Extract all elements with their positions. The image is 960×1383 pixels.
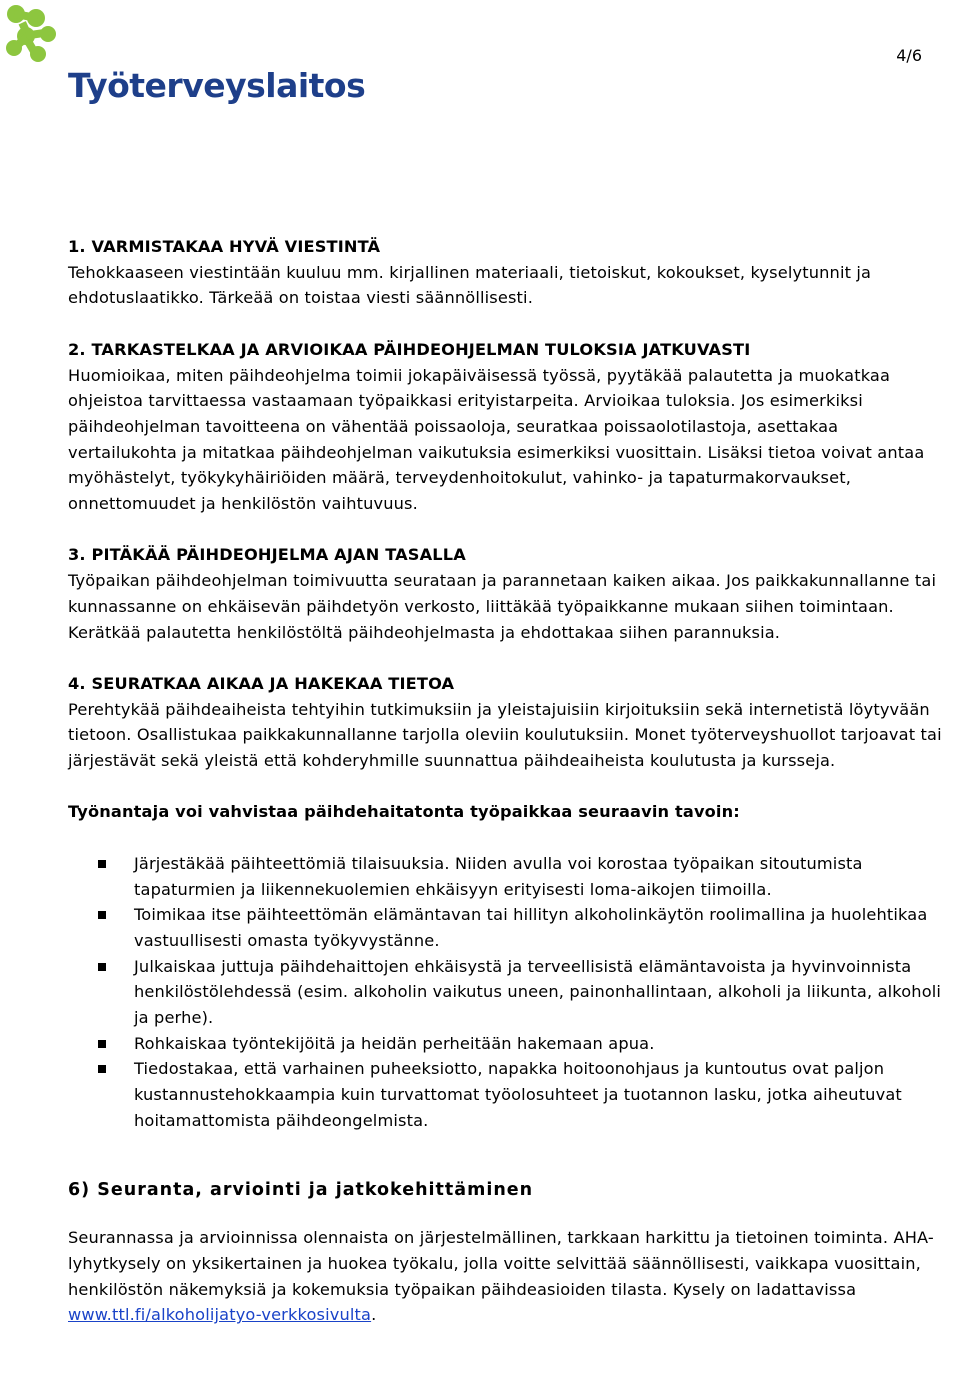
list-item	[68, 954, 948, 1031]
bullet-icon	[98, 1040, 106, 1048]
bullet-icon	[98, 911, 106, 919]
list-item	[68, 1031, 948, 1057]
logo-text: Työterveyslaitos	[68, 66, 366, 105]
section-4	[68, 671, 948, 774]
section-text: Työpaikan päihdeohjelman toimivuutta seurataan ja parannetaan kaiken aikaa. Jos paikkakunnallanne tai kunnassanne on ehkäisevän päihdetyön verkosto, liittäkää työpaikkanne mukaan siihen toimintaan. Kerätkää palautetta henkilöstöltä päihdeohjelmasta ja ehdottakaa siihen parannuksia.	[68, 571, 937, 642]
section-heading: 3. PITÄKÄÄ PÄIHDEOHJELMA AJAN TASALLA	[68, 545, 466, 565]
employer-list	[68, 851, 948, 1134]
logo	[6, 4, 366, 114]
bullet-icon	[98, 860, 106, 868]
list-item	[68, 1056, 948, 1133]
link-prefix: Kysely on ladattavissa	[672, 1279, 857, 1299]
list-item-text: Järjestäkää päihteettömiä tilaisuuksia. Niiden avulla voi korostaa työpaikan sitoutumista tapaturmien ja liikennekuolemien ehkäisyyn erityisesti loma-aikojen tiimoilla.	[134, 853, 863, 899]
section-text	[68, 1225, 948, 1328]
section-1	[68, 234, 948, 311]
section-heading: 1. VARMISTAKAA HYVÄ VIESTINTÄ	[68, 237, 381, 256]
list-item	[68, 851, 948, 902]
section-2	[68, 337, 948, 517]
list-item	[68, 902, 948, 953]
section-heading: 6) Seuranta, arviointi ja jatkokehittäminen	[68, 1179, 534, 1200]
link-suffix: .	[371, 1305, 377, 1325]
section-3	[68, 542, 948, 645]
section-text: Tehokkaaseen viestintään kuuluu mm. kirjallinen materiaali, tietoiskut, kokoukset, kyselytunnit ja ehdotuslaatikko. Tärkeää on toistaa viesti säännöllisesti.	[68, 262, 872, 308]
section-text: Perehtykää päihdeaiheista tehtyihin tutkimuksiin ja yleistajuisiin kirjoituksiin sekä internetistä löytyvään tietoon. Osallistukaa paikkakunnallanne tarjolla oleviin koulutuksiin. Monet työterveyshuollot tarjoavat tai järjestävät sekä yleistä että kohderyhmille suunnattua päihdeaiheista koulutusta ja kursseja.	[68, 699, 942, 771]
list-item-text: Julkaiskaa juttuja päihdehaittojen ehkäisystä ja terveellisistä elämäntavoista ja hyvinvoinnista henkilöstölehdessä (esim. alkoholin vaikutus uneen, painonhallintaan, alkoholi ja liikunta, alkoholi ja perhe).	[134, 956, 942, 1028]
bullet-icon	[98, 963, 106, 971]
section-6	[68, 1178, 948, 1329]
page-number: 4/6	[896, 46, 922, 65]
employer-section	[68, 799, 948, 1133]
list-item-text: Toimikaa itse päihteettömän elämäntavan tai hillityn alkoholinkäytön roolimallina ja huolehtikaa vastuullisesti omasta työkyvystänne.	[134, 905, 928, 950]
section-text-body: Seurannassa ja arvioinnissa olennaista on järjestelmällinen, tarkkaan harkittu ja tietoinen toiminta. AHA-lyhytkysely on yksikertainen ja huokea työkalu, jolla voitte selvittää säännöllisesti, vaikkapa vuosittain, henkilöstön näkemyksiä ja kokemuksia työpaikan päihdeasioiden tilasta.	[68, 1228, 934, 1299]
section-heading: 4. SEURATKAA AIKAA JA HAKEKAA TIETOA	[68, 673, 455, 693]
section-text: Huomioikaa, miten päihdeohjelma toimii jokapäiväisessä työssä, pyytäkää palautetta ja muokatkaa ohjeistoa tarvittaessa vastaamaan työpaikkasi erityistarpeita. Arvioikaa tuloksia. Jos esimerkiksi päihdeohjelman tavoitteena on vähentää poissaoloja, seuratkaa poissaolotilastoja, asettakaa vertailukohta ja mitatkaa päihdeohjelman vaikutuksia esimerkiksi vuosittain. Lisäksi tietoa voivat antaa myöhästelyt, työkykyhäiriöiden määrä, terveydenhoitokulut, vahinko- ja tapaturmakorvaukset, onnettomuudet ja henkilöstön vaihtuvuus.	[68, 365, 925, 514]
download-link[interactable]: www.ttl.fi/alkoholijatyo-verkkosivulta	[68, 1305, 372, 1325]
section-heading: 2. TARKASTELKAA JA ARVIOIKAA PÄIHDEOHJELMAN TULOKSIA JATKUVASTI	[68, 339, 751, 359]
bullet-icon	[98, 1065, 106, 1073]
document-body	[68, 234, 948, 1328]
employer-heading: Työnantaja voi vahvistaa päihdehaitatonta työpaikkaa seuraavin tavoin:	[68, 802, 740, 822]
list-item-text: Rohkaiskaa työntekijöitä ja heidän perheitään hakemaan apua.	[134, 1033, 655, 1053]
list-item-text: Tiedostakaa, että varhainen puheeksiotto, napakka hoitoonohjaus ja kuntoutus ovat paljon kustannustehokkaampia kuin turvattomat työolosuhteet ja tuotannon lasku, jotka aiheutuvat hoitamattomista päihdeongelmista.	[134, 1059, 902, 1130]
logo-mark-icon	[6, 4, 76, 74]
